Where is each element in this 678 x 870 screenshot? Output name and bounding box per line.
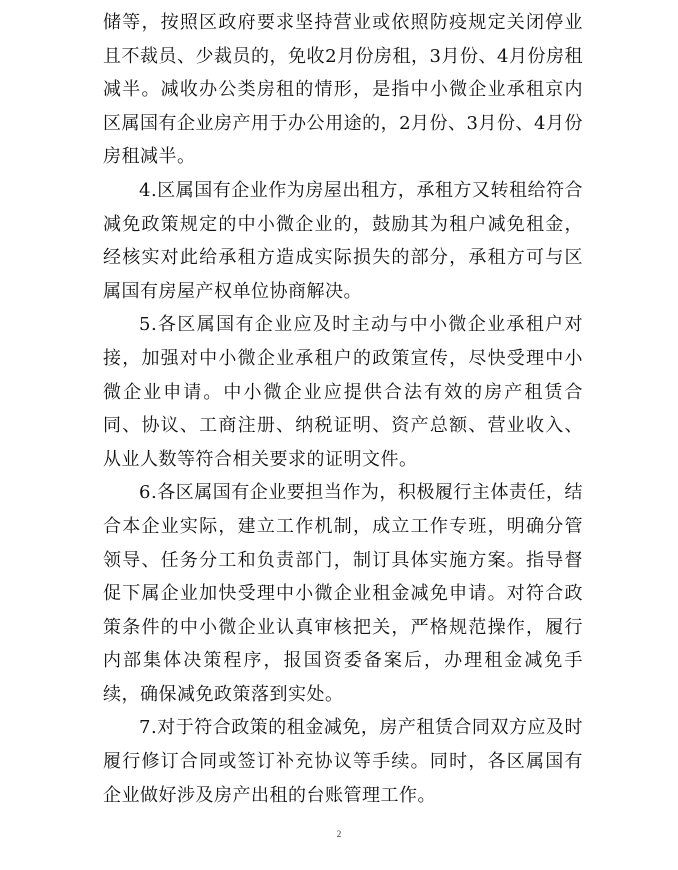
paragraph-item-7: 7.对于符合政策的租金减免，房产租赁合同双方应及时履行修订合同或签订补充协议等手续。同时，各区属国有企业做好涉及房产出租的台账管理工作。 bbox=[103, 717, 583, 806]
page-number: 2 bbox=[336, 829, 342, 839]
paragraph-item-6: 6.各区属国有企业要担当作为，积极履行主体责任，结合本企业实际，建立工作机制，成立工作专班，明确分管领导、任务分工和负责部门，制订具体实施方案。指导督促下属企业加快受理中小微企业租金减免申请。对符合政策条件的中小微企业认真审核把关，严格规范操作，履行内部集体决策程序，报国资委备案后，办理租金减免手续，确保减免政策落到实处。 bbox=[103, 482, 583, 705]
paragraph-item-4: 4.区属国有企业作为房屋出租方，承租方又转租给符合减免政策规定的中小微企业的，鼓励其为租户减免租金，经核实对此给承租方造成实际损失的部分，承租方可与区属国有房屋产权单位协商解决。 bbox=[103, 179, 583, 302]
paragraph-continuation: 储等，按照区政府要求坚持营业或依照防疫规定关闭停业且不裁员、少裁员的，免收2月份房租，3月份、4月份房租减半。减收办公类房租的情形，是指中小微企业承租京内区属国有企业房产用于办公用途的，2月份、3月份、4月份房租减半。 bbox=[103, 12, 583, 168]
document-body bbox=[103, 6, 583, 812]
paragraph-item-5: 5.各区属国有企业应及时主动与中小微企业承租户对接，加强对中小微企业承租户的政策宣传，尽快受理中小微企业申请。中小微企业应提供合法有效的房产租赁合同、协议、工商注册、纳税证明、资产总额、营业收入、从业人数等符合相关要求的证明文件。 bbox=[103, 314, 583, 470]
